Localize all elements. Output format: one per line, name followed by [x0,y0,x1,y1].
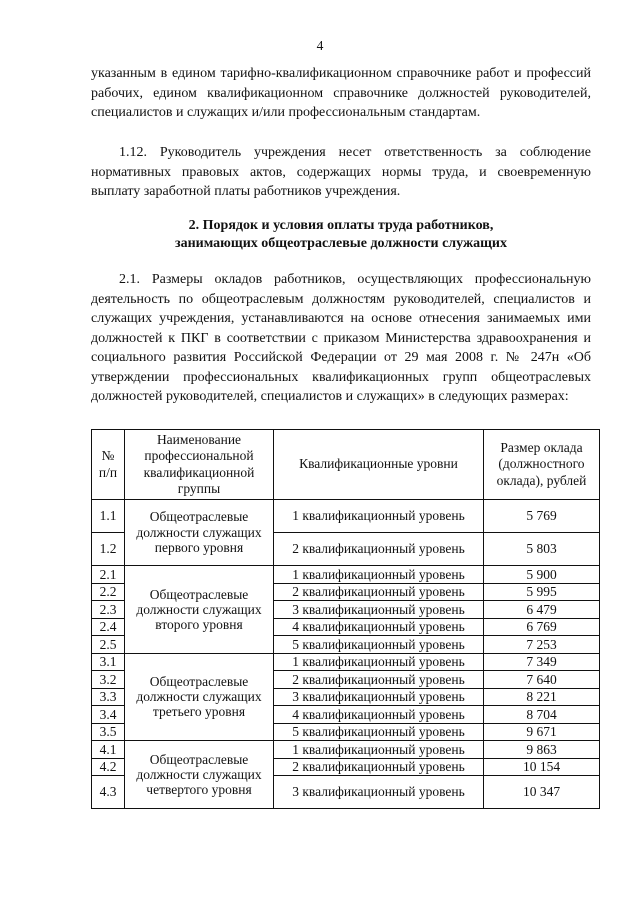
row-level: 3 квалификационный уровень [274,601,484,619]
table-row [92,566,600,584]
group-name: Общеотраслевые должности служащих первого уровня [125,500,274,566]
row-level: 1 квалификационный уровень [274,653,484,671]
page-number: 4 [316,38,324,53]
row-salary: 6 479 [484,601,600,619]
row-level: 3 квалификационный уровень [274,688,484,706]
row-num: 1.1 [92,500,125,533]
row-num: 3.3 [92,688,125,706]
table-row [92,741,600,759]
row-salary: 10 347 [484,776,600,809]
section-heading-line-2: занимающих общеотраслевые должности служащих [174,236,507,251]
row-salary: 5 803 [484,533,600,566]
row-salary: 7 253 [484,636,600,654]
row-salary: 9 863 [484,741,600,759]
row-level: 2 квалификационный уровень [274,533,484,566]
row-num: 2.1 [92,566,125,584]
row-level: 5 квалификационный уровень [274,723,484,741]
table-header-row [92,430,600,500]
row-level: 5 квалификационный уровень [274,636,484,654]
row-num: 4.1 [92,741,125,759]
paragraph-continuation: указанным в едином тарифно-квалификационном справочнике работ и профессий рабочих, едином квалификационном справочнике должностей руководителей, специалистов и служащих и/или профессиональным стандартам. [91,66,591,120]
group-name: Общеотраслевые должности служащих четвертого уровня [125,741,274,809]
row-salary: 5 995 [484,583,600,601]
row-level: 2 квалификационный уровень [274,758,484,776]
row-level: 1 квалификационный уровень [274,566,484,584]
row-salary: 7 349 [484,653,600,671]
row-salary: 5 769 [484,500,600,533]
row-num: 3.2 [92,671,125,689]
row-num: 4.2 [92,758,125,776]
row-salary: 9 671 [484,723,600,741]
salary-table [91,429,600,809]
row-level: 2 квалификационный уровень [274,671,484,689]
row-level: 1 квалификационный уровень [274,500,484,533]
paragraph-2-1: 2.1. Размеры окладов работников, осуществляющих профессиональную деятельность по общеотраслевым должностям руководителей, специалистов и служащих учреждения, устанавливаются на основе отнесения занимаемых ими должностей к ПКГ в соответствии с приказом Министерства здравоохранения и социального развития Российской Федерации от 29 мая 2008 г. № 247н «Об утверждении профессиональных квалификационных групп общеотраслевых должностей руководителей, специалистов и служащих» в следующих размерах: [91,272,591,404]
row-salary: 6 769 [484,618,600,636]
row-num: 2.5 [92,636,125,654]
table-row [92,653,600,671]
header-salary: Размер оклада (должностного оклада), рублей [484,430,600,500]
section-heading [91,217,591,253]
row-num: 3.1 [92,653,125,671]
row-num: 2.4 [92,618,125,636]
row-num: 1.2 [92,533,125,566]
header-level: Квалификационные уровни [274,430,484,500]
row-num: 3.5 [92,723,125,741]
row-salary: 8 221 [484,688,600,706]
row-level: 1 квалификационный уровень [274,741,484,759]
section-heading-line-1: 2. Порядок и условия оплаты труда работников, [188,218,494,233]
row-level: 2 квалификационный уровень [274,583,484,601]
paragraph-1-12: 1.12. Руководитель учреждения несет ответственность за соблюдение нормативных правовых актов, содержащих нормы труда, и своевременную выплату заработной платы работников учреждения. [91,145,591,199]
row-level: 4 квалификационный уровень [274,706,484,724]
row-num: 4.3 [92,776,125,809]
header-num: № п/п [92,430,125,500]
row-level: 3 квалификационный уровень [274,776,484,809]
row-salary: 8 704 [484,706,600,724]
row-num: 2.3 [92,601,125,619]
row-level: 4 квалификационный уровень [274,618,484,636]
row-salary: 10 154 [484,758,600,776]
row-num: 3.4 [92,706,125,724]
row-salary: 7 640 [484,671,600,689]
table-row [92,500,600,533]
row-num: 2.2 [92,583,125,601]
header-group: Наименование профессиональной квалификационной группы [125,430,274,500]
group-name: Общеотраслевые должности служащих второго уровня [125,566,274,654]
row-salary: 5 900 [484,566,600,584]
group-name: Общеотраслевые должности служащих третьего уровня [125,653,274,741]
